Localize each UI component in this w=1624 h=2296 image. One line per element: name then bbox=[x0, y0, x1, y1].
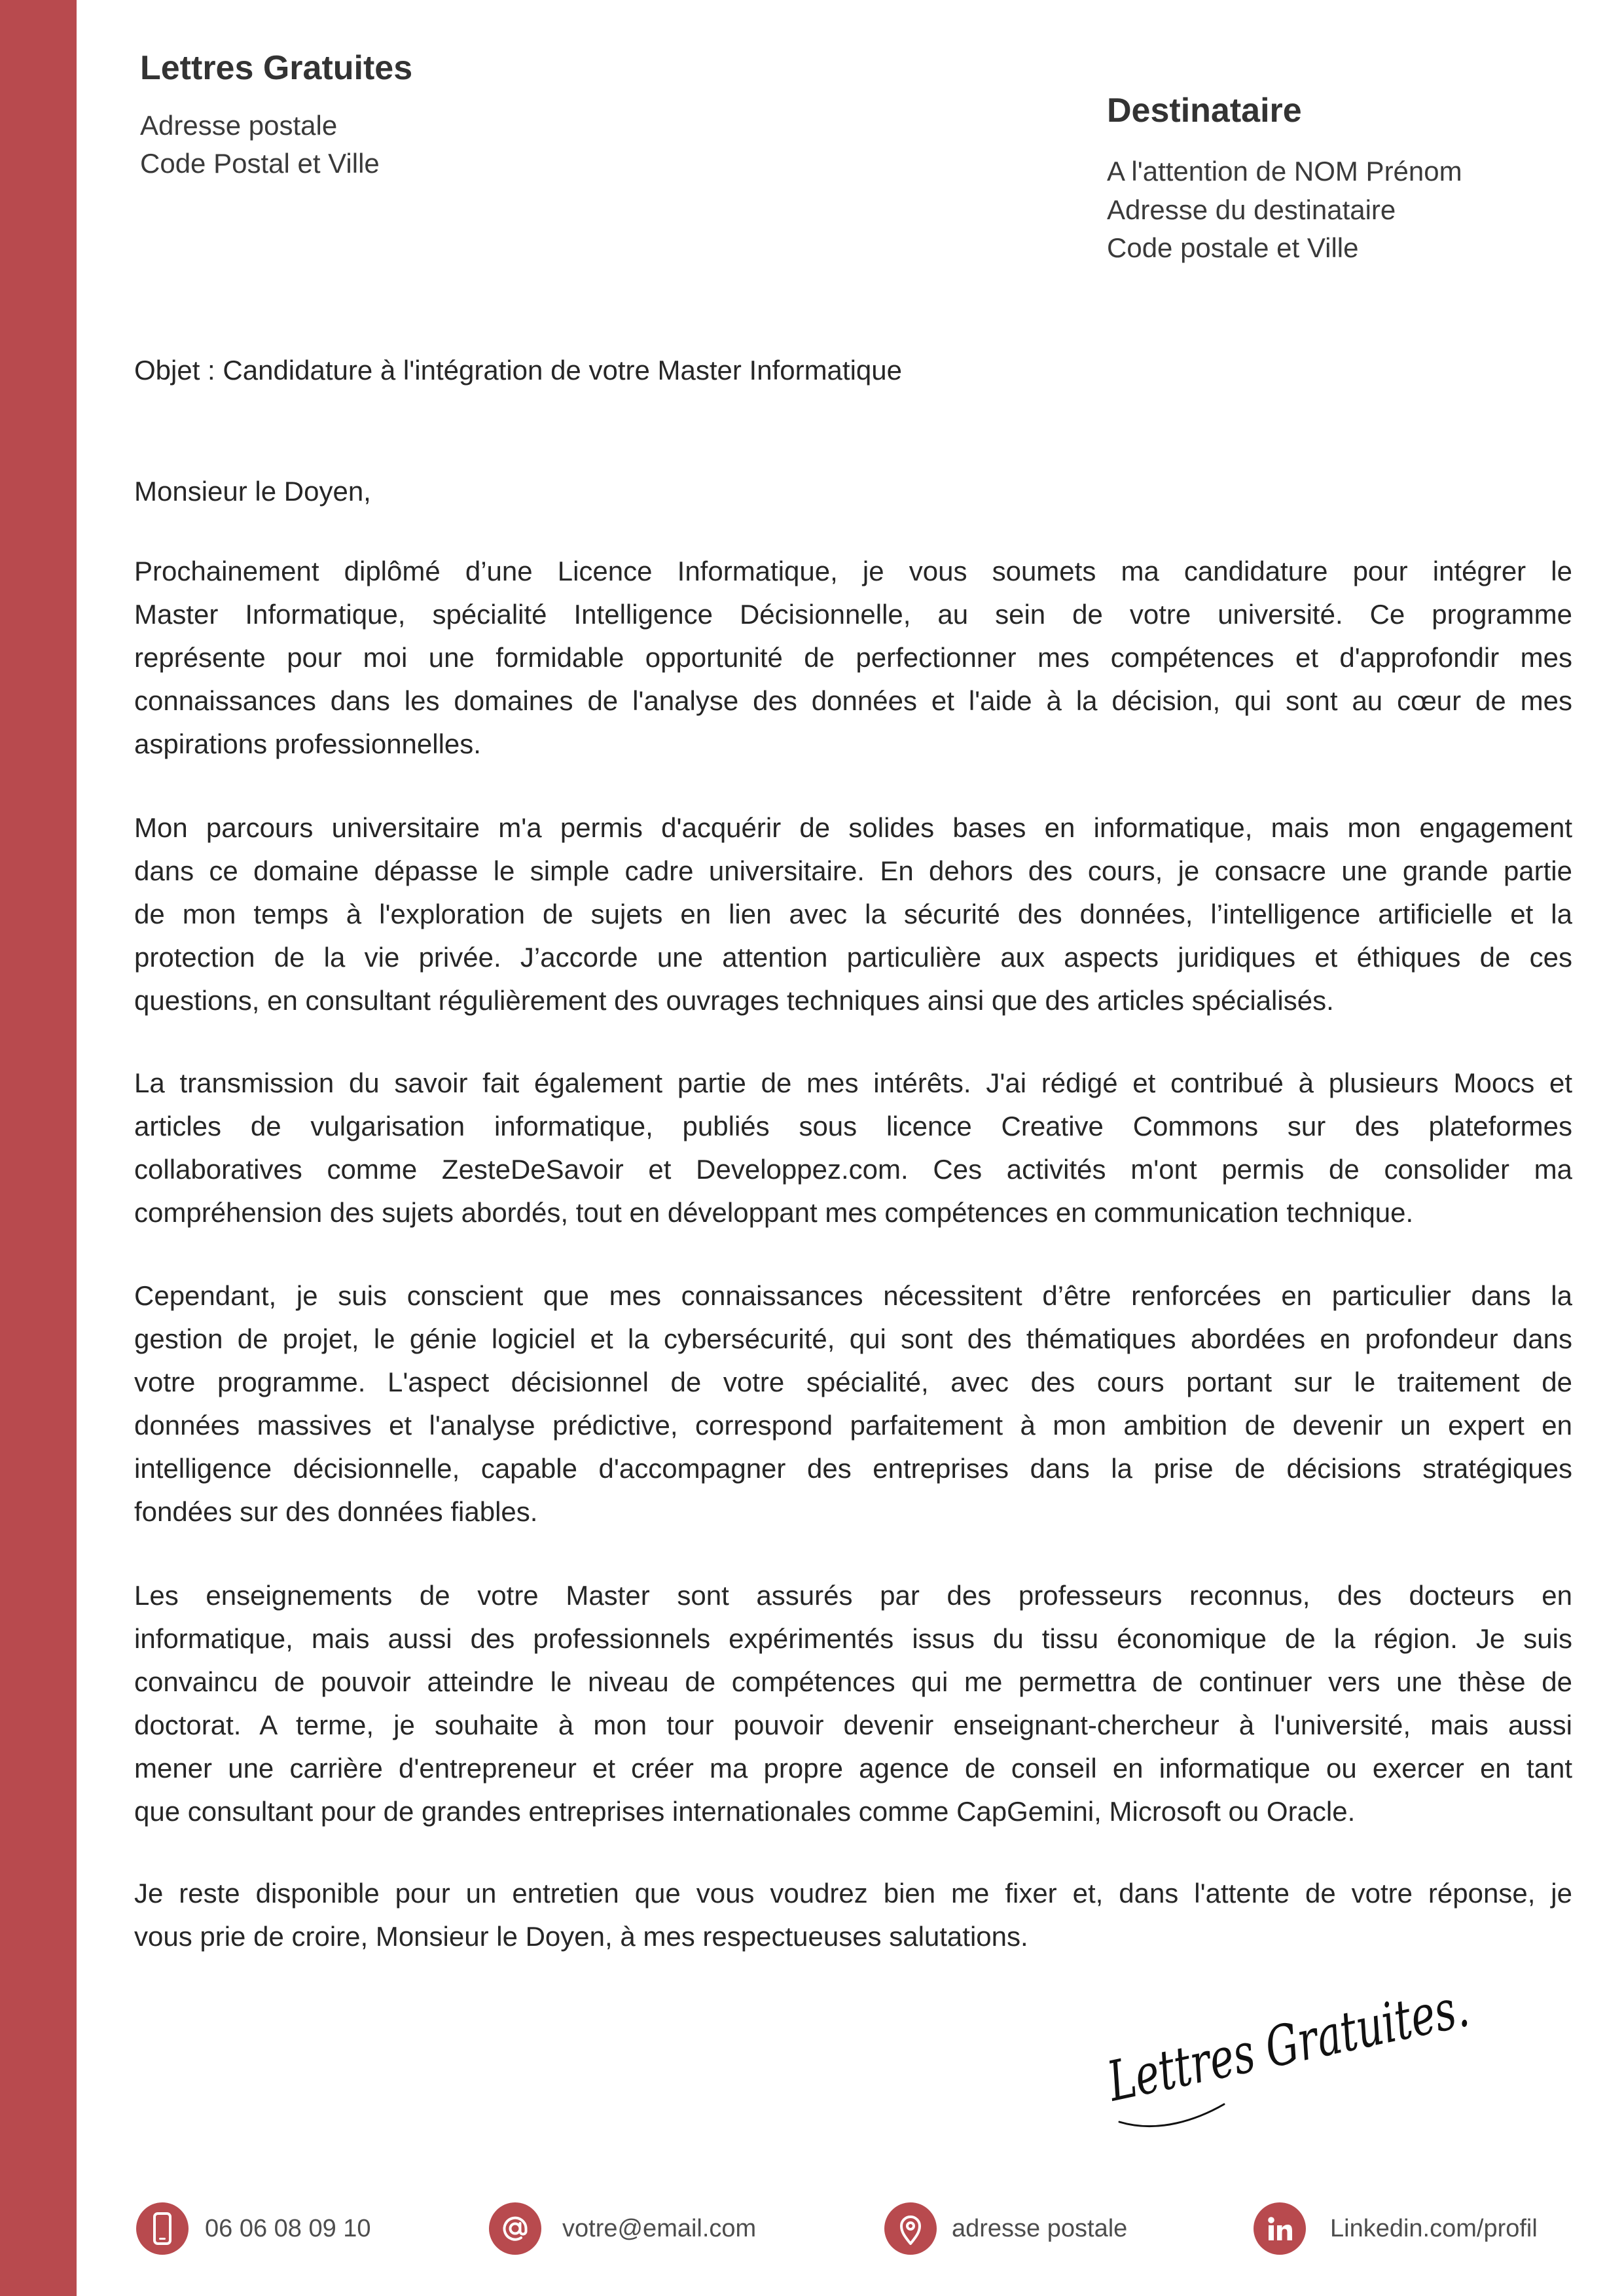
paragraph-line: protection de la vie privée. J’accorde une attention particulière aux aspects juridiques et éthiques de ces bbox=[134, 942, 1572, 973]
body-paragraph-4 bbox=[134, 1274, 1572, 1534]
paragraph-line: Mon parcours universitaire m'a permis d'acquérir de solides bases en informatique, mais mon engagement bbox=[134, 812, 1572, 843]
paragraph-line: représente pour moi une formidable opportunité de perfectionner mes compétences et d'approfondir mes bbox=[134, 642, 1572, 673]
paragraph-line: Les enseignements de votre Master sont assurés par des professeurs reconnus, des docteurs en bbox=[134, 1580, 1572, 1611]
paragraph-line: gestion de projet, le génie logiciel et la cybersécurité, qui sont des thématiques abordées en profondeur dans bbox=[134, 1323, 1572, 1354]
paragraph-line: articles de vulgarisation informatique, publiés sous licence Creative Commons sur des plateformes bbox=[134, 1111, 1572, 1141]
body-paragraph-2 bbox=[134, 806, 1572, 1022]
sender-address-line: Adresse postale bbox=[140, 110, 338, 141]
paragraph-line: questions, en consultant régulièrement des ouvrages techniques ainsi que des articles spécialisés. bbox=[134, 985, 1334, 1016]
paragraph-line: informatique, mais aussi des professionnels expérimentés issus du tissu économique de la région. Je suis bbox=[134, 1623, 1572, 1654]
sender-name: Lettres Gratuites bbox=[140, 49, 413, 87]
body-paragraph-5 bbox=[134, 1574, 1572, 1833]
recipient-address bbox=[1107, 152, 1462, 268]
sender-address bbox=[140, 107, 380, 183]
paragraph-line: La transmission du savoir fait également partie de mes intérêts. J'ai rédigé et contribué à plusieurs Moocs et bbox=[134, 1067, 1572, 1098]
paragraph-line: données massives et l'analyse prédictive, correspond parfaitement à mon ambition de devenir un expert en bbox=[134, 1410, 1572, 1441]
paragraph-line: convaincu de pouvoir atteindre le niveau de compétences qui me permettra de continuer vers une thèse de bbox=[134, 1666, 1572, 1697]
paragraph-line: fondées sur des données fiables. bbox=[134, 1496, 538, 1527]
paragraph-line: vous prie de croire, Monsieur le Doyen, à mes respectueuses salutations. bbox=[134, 1921, 1028, 1952]
signature-text: Lettres Gratuites. bbox=[1102, 1948, 1601, 2114]
paragraph-line: collaboratives comme ZesteDeSavoir et Developpez.com. Ces activités m'ont permis de consolider ma bbox=[134, 1154, 1572, 1185]
paragraph-line: dans ce domaine dépasse le simple cadre universitaire. En dehors des cours, je consacre une grande partie bbox=[134, 855, 1572, 886]
paragraph-line: que consultant pour de grandes entreprises internationales comme CapGemini, Microsoft ou Oracle. bbox=[134, 1796, 1356, 1827]
paragraph-line: votre programme. L'aspect décisionnel de votre spécialité, avec des cours portant sur le traitement de bbox=[134, 1367, 1572, 1397]
footer-email-text: votre@email.com bbox=[562, 2215, 757, 2242]
paragraph-line: compréhension des sujets abordés, tout en développant mes compétences en communication technique. bbox=[134, 1197, 1414, 1228]
paragraph-line: Je reste disponible pour un entretien que vous voudrez bien me fixer et, dans l'attente de votre réponse, je bbox=[134, 1878, 1572, 1909]
paragraph-line: doctorat. A terme, je souhaite à mon tour pouvoir devenir enseignant-chercheur à l'université, mais aussi bbox=[134, 1710, 1572, 1740]
recipient-line: Code postale et Ville bbox=[1107, 232, 1359, 263]
phone-icon bbox=[136, 2202, 189, 2255]
paragraph-line: intelligence décisionnelle, capable d'accompagner des entreprises dans la prise de décisions stratégiques bbox=[134, 1453, 1572, 1484]
paragraph-line: de mon temps à l'exploration de sujets en lien avec la sécurité des données, l’intelligence artificielle et la bbox=[134, 899, 1572, 929]
footer-linkedin-text: Linkedin.com/profil bbox=[1330, 2215, 1538, 2242]
location-pin-icon bbox=[884, 2202, 937, 2255]
body-paragraph-1 bbox=[134, 550, 1572, 766]
paragraph-line: Prochainement diplômé d’une Licence Informatique, je vous soumets ma candidature pour intégrer le bbox=[134, 556, 1572, 586]
salutation: Monsieur le Doyen, bbox=[134, 476, 371, 507]
accent-sidebar bbox=[0, 0, 77, 2296]
paragraph-line: aspirations professionnelles. bbox=[134, 728, 481, 759]
body-paragraph-6 bbox=[134, 1872, 1572, 1958]
footer-phone-text: 06 06 08 09 10 bbox=[205, 2215, 371, 2242]
recipient-line: A l'attention de NOM Prénom bbox=[1107, 156, 1462, 187]
recipient-line: Adresse du destinataire bbox=[1107, 194, 1396, 225]
footer-address-text: adresse postale bbox=[952, 2215, 1128, 2242]
paragraph-line: connaissances dans les domaines de l'analyse des données et l'aide à la décision, qui sont au cœur de mes bbox=[134, 685, 1572, 716]
paragraph-line: Cependant, je suis conscient que mes connaissances nécessitent d’être renforcées en particulier dans la bbox=[134, 1280, 1572, 1311]
subject-line: Objet : Candidature à l'intégration de votre Master Informatique bbox=[134, 355, 902, 386]
linkedin-icon bbox=[1254, 2202, 1306, 2255]
at-sign-icon bbox=[489, 2202, 541, 2255]
sender-address-line: Code Postal et Ville bbox=[140, 148, 380, 179]
recipient-title: Destinataire bbox=[1107, 92, 1302, 130]
paragraph-line: Master Informatique, spécialité Intelligence Décisionnelle, au sein de votre université. Ce programme bbox=[134, 599, 1572, 630]
paragraph-line: mener une carrière d'entrepreneur et créer ma propre agence de conseil en informatique ou exercer en tant bbox=[134, 1753, 1572, 1784]
body-paragraph-3 bbox=[134, 1062, 1572, 1234]
handwritten-signature bbox=[1100, 1948, 1601, 2140]
